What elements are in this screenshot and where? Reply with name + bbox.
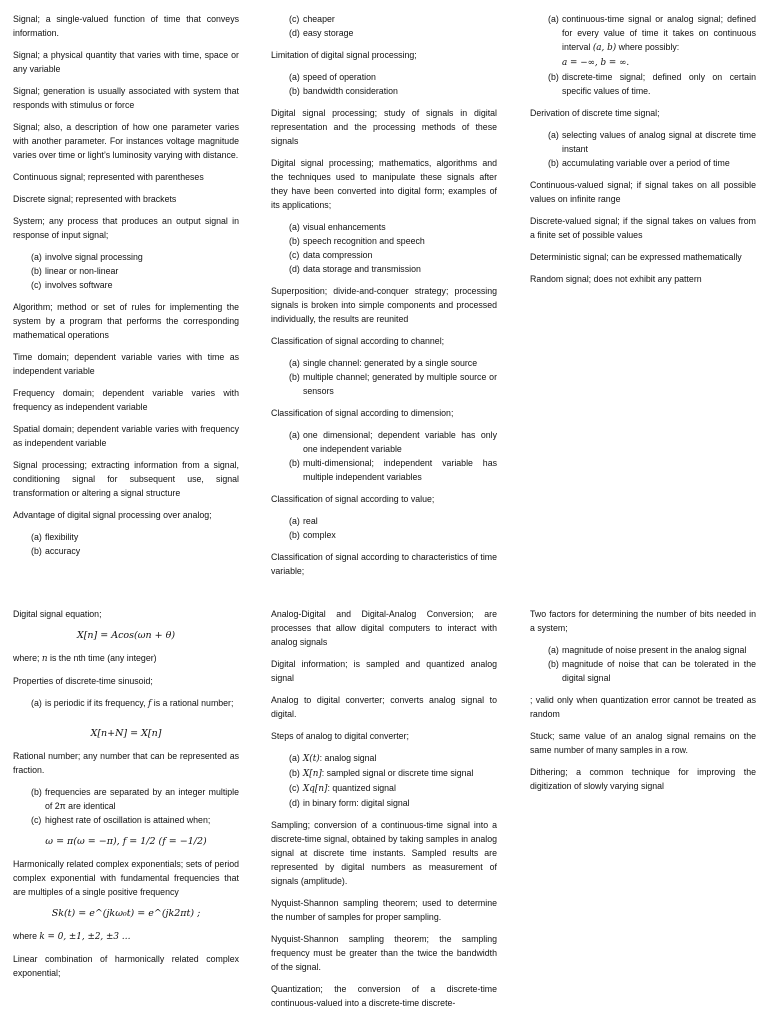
list-text: cheaper (303, 14, 335, 24)
column-bottom-left (13, 607, 239, 988)
paragraph: Two factors for determining the number of bits needed in a system; (530, 609, 756, 633)
paragraph: Deterministic signal; can be expressed mathematically (530, 252, 742, 262)
list-item (271, 370, 497, 398)
list-text: bandwidth consideration (303, 86, 398, 96)
column-top-right (530, 12, 756, 294)
paragraph: Analog to digital converter; converts analog signal to digital. (271, 695, 497, 719)
column-bottom-middle (271, 607, 497, 1018)
list-label: ( a ) (31, 696, 42, 710)
paragraph: Sampling; conversion of a continuous-time signal into a discrete-time signal, obtained by taking samples in analog signal at discrete time instants. Sampled results are represented by digital numbers as measurement of signals (amplitude). (271, 820, 497, 886)
list-label: ( a ) (548, 12, 559, 26)
list-item (271, 428, 497, 456)
equation-oscillation (13, 835, 239, 849)
where-text: is the nth time (any integer) (49, 653, 157, 663)
step-math: X(t) (303, 754, 320, 764)
list-item (530, 12, 756, 70)
paragraph: Dithering; a common technique for improving the digitization of slowly varying signal (530, 767, 756, 791)
paragraph: Spatial domain; dependent variable varies with frequency as independent variable (13, 424, 239, 448)
list-label: ( a ) (289, 514, 300, 528)
paragraph: Classification of signal according to channel; (271, 336, 445, 346)
list-text: in binary form: digital signal (303, 798, 410, 808)
paragraph (13, 929, 239, 944)
list-text: linear or non-linear (45, 266, 119, 276)
list-text: easy storage (303, 28, 354, 38)
paragraph: Linear combination of harmonically related complex exponential; (13, 954, 239, 978)
list-item (271, 220, 497, 234)
paragraph: Random signal; does not exhibit any pattern (530, 274, 702, 284)
where-label: where; (13, 653, 40, 663)
paragraph: Limitation of digital signal processing; (271, 50, 417, 60)
list-item (271, 514, 497, 528)
derivation-list (530, 128, 756, 170)
list-item (271, 356, 497, 370)
list-item (271, 70, 497, 84)
value-list (271, 514, 497, 542)
list-item (271, 262, 497, 276)
column-top-middle (271, 12, 497, 586)
list-label: ( b ) (31, 785, 42, 799)
paragraph: Digital signal processing; mathematics, algorithms and the techniques used to manipulate these signals after they have been converted into digital form; examples of its applications; (271, 158, 497, 210)
list-label: ( a ) (548, 643, 559, 657)
list-label: ( c ) (31, 278, 41, 292)
list-item (271, 456, 497, 484)
list-item (530, 156, 756, 170)
list-item (271, 796, 497, 810)
list-text: is a rational number; (153, 698, 234, 708)
paragraph: Classification of signal according to characteristics of time variable; (271, 552, 497, 576)
var-f: f (148, 699, 152, 709)
list-text: one dimensional; dependent variable has only one independent variable (303, 430, 497, 454)
list-text: accuracy (45, 546, 81, 556)
list-label: ( b ) (289, 84, 300, 98)
list-label: ( b ) (289, 528, 300, 542)
list-text: single channel: generated by a single source (303, 358, 478, 368)
list-text: : quantized signal (327, 783, 396, 793)
property-list-bc (13, 785, 239, 827)
list-item (271, 248, 497, 262)
list-label: ( a ) (289, 428, 300, 442)
limitation-list (271, 70, 497, 98)
paragraph: Digital signal processing; study of signals in digital representation and the processing methods of these signals (271, 108, 497, 146)
paragraph: Signal; also, a description of how one parameter varies with another parameter. For instances voltage magnitude varies over time or light’s luminosity varying with distance. (13, 122, 239, 160)
advantage-list (13, 530, 239, 558)
list-text: complex (303, 530, 336, 540)
list-item (530, 70, 756, 98)
list-label: ( a ) (289, 220, 300, 234)
list-text: data storage and transmission (303, 264, 421, 274)
paragraph: Stuck; same value of an analog signal remains on the same number of many samples in a row. (530, 731, 756, 755)
list-item (530, 643, 756, 657)
list-label: ( a ) (289, 356, 300, 370)
equation-text: X[n+N] = X[n] (90, 728, 162, 739)
list-label: ( d ) (289, 796, 300, 810)
paragraph: Algorithm; method or set of rules for implementing the system by a program that performs the corresponding mathematical operations (13, 302, 239, 340)
step-math: Xq[n] (303, 784, 328, 794)
list-item (530, 657, 756, 685)
list-text: speed of operation (303, 72, 376, 82)
list-label: ( c ) (289, 781, 299, 795)
continued-list (271, 12, 497, 40)
list-label: ( b ) (31, 544, 42, 558)
paragraph (13, 651, 239, 666)
paragraph: Continuous signal; represented with parentheses (13, 172, 204, 182)
list-label: ( b ) (289, 456, 300, 470)
list-text: speech recognition and speech (303, 236, 425, 246)
list-text: : analog signal (319, 753, 377, 763)
paragraph: Discrete signal; represented with brackets (13, 194, 177, 204)
list-item (13, 264, 239, 278)
paragraph: Signal; generation is usually associated with system that responds with stimulus or force (13, 86, 239, 110)
paragraph: Steps of analog to digital converter; (271, 731, 409, 741)
list-item (13, 544, 239, 558)
equation-text: X[n] = Acos(ωn + θ) (76, 630, 176, 641)
list-label: ( b ) (548, 70, 559, 84)
where-label: where (13, 931, 37, 941)
column-top-left (13, 12, 239, 566)
list-text: continuous-time signal or analog signal; defined for every value of time it takes on continuous interval (562, 14, 756, 52)
time-signal-list (530, 12, 756, 98)
list-text: involves software (45, 280, 113, 290)
list-text: multi-dimensional; independent variable has multiple independent variables (303, 458, 497, 482)
list-text: magnitude of noise present in the analog signal (562, 645, 747, 655)
paragraph: Advantage of digital signal processing over analog; (13, 510, 212, 520)
equation-text: ω = π(ω = −π), f = 1/2 (f = −1/2) (45, 836, 207, 847)
list-label: ( d ) (289, 26, 300, 40)
list-text: : sampled signal or discrete time signal (321, 768, 474, 778)
paragraph: Time domain; dependent variable varies with time as independent variable (13, 352, 239, 376)
paragraph: System; any process that produces an output signal in response of input signal; (13, 216, 239, 240)
list-text: frequencies are separated by an integer multiple of 2π are identical (45, 787, 239, 811)
list-item (530, 128, 756, 156)
list-item (271, 528, 497, 542)
paragraph: Digital signal equation; (13, 609, 102, 619)
application-list (271, 220, 497, 276)
list-text: where possibly: (618, 42, 680, 52)
list-item (13, 250, 239, 264)
paragraph: Nyquist-Shannon sampling theorem; the sampling frequency must be greater than the twice the bandwidth of the signal. (271, 934, 497, 972)
paragraph: Signal; a physical quantity that varies with time, space or any variable (13, 50, 239, 74)
list-label: ( a ) (289, 751, 300, 765)
property-list-a (13, 696, 239, 711)
list-item (13, 813, 239, 827)
list-label: ( d ) (289, 262, 300, 276)
k-values: k = 0, ±1, ±2, ±3 … (39, 932, 131, 942)
paragraph: Properties of discrete-time sinusoid; (13, 676, 153, 686)
column-bottom-right (530, 607, 756, 801)
list-label: ( b ) (548, 156, 559, 170)
paragraph: Signal processing; extracting information from a signal, conditioning signal for subsequent use, signal transformation or altering a signal structure (13, 460, 239, 498)
list-text: accumulating variable over a period of time (562, 158, 730, 168)
paragraph: Signal; a single-valued function of time that conveys information. (13, 14, 239, 38)
dimension-list (271, 428, 497, 484)
var-n: n (41, 654, 48, 664)
equation-text: Sk(t) = e^(jkω₀t) = e^(jk2πt) ; (51, 908, 201, 919)
step-math: X[n] (303, 769, 322, 779)
list-label: ( b ) (289, 370, 300, 384)
list-text: visual enhancements (303, 222, 386, 232)
list-label: ( c ) (289, 12, 299, 26)
list-label: ( b ) (31, 264, 42, 278)
paragraph: Analog-Digital and Digital-Analog Conversion; are processes that allow digital computers to interact with analog signals (271, 609, 497, 647)
list-text: real (303, 516, 318, 526)
paragraph: Frequency domain; dependent variable varies with frequency as independent variable (13, 388, 239, 412)
paragraph: Quantization; the conversion of a discrete-time continuous-valued into a discrete-time discrete- (271, 984, 497, 1008)
paragraph: Digital information; is sampled and quantized analog signal (271, 659, 497, 683)
list-item (271, 751, 497, 766)
limit-math: a = −∞, b = ∞. (562, 58, 630, 68)
list-item (271, 84, 497, 98)
paragraph: Nyquist-Shannon sampling theorem; used to determine the number of samples for proper sampling. (271, 898, 497, 922)
equation-periodic (13, 727, 239, 741)
list-text: involve signal processing (45, 252, 143, 262)
list-label: ( b ) (289, 766, 300, 780)
adc-steps-list (271, 751, 497, 810)
paragraph: Classification of signal according to value; (271, 494, 435, 504)
list-label: ( b ) (289, 234, 300, 248)
list-item (13, 785, 239, 813)
list-label: ( a ) (548, 128, 559, 142)
channel-list (271, 356, 497, 398)
paragraph: Continuous-valued signal; if signal takes on all possible values on infinite range (530, 180, 756, 204)
list-label: ( a ) (31, 250, 42, 264)
list-text: is periodic if its frequency, (45, 698, 146, 708)
paragraph: ; valid only when quantization error cannot be treated as random (530, 695, 756, 719)
list-text: multiple channel; generated by multiple source or sensors (303, 372, 497, 396)
list-label: ( a ) (289, 70, 300, 84)
list-text: flexibility (45, 532, 79, 542)
paragraph: Derivation of discrete time signal; (530, 108, 660, 118)
paragraph: Superposition; divide-and-conquer strategy; processing signals is broken into simple components and processed individually, the results are reunited (271, 286, 497, 324)
list-item (13, 278, 239, 292)
paragraph: Classification of signal according to dimension; (271, 408, 454, 418)
list-item (271, 12, 497, 26)
list-label: ( a ) (31, 530, 42, 544)
list-item (13, 530, 239, 544)
list-text: discrete-time signal; defined only on certain specific values of time. (562, 72, 756, 96)
list-label: ( b ) (548, 657, 559, 671)
list-text: selecting values of analog signal at discrete time instant (562, 130, 756, 154)
list-text: highest rate of oscillation is attained when; (45, 815, 211, 825)
paragraph: Discrete-valued signal; if the signal takes on values from a finite set of possible values (530, 216, 756, 240)
list-item (13, 696, 239, 711)
list-item (271, 26, 497, 40)
list-text: data compression (303, 250, 373, 260)
factors-list (530, 643, 756, 685)
list-item (271, 781, 497, 796)
list-item (271, 766, 497, 781)
paragraph: Rational number; any number that can be represented as fraction. (13, 751, 239, 775)
equation-harmonic (13, 907, 239, 921)
equation-signal (13, 629, 239, 643)
list-text: magnitude of noise that can be tolerated in the digital signal (562, 659, 756, 683)
paragraph: Harmonically related complex exponentials; sets of period complex exponential with fundamental frequencies that are multiples of a single positive frequency (13, 859, 239, 897)
system-list (13, 250, 239, 292)
interval-math: (a, b) (592, 43, 617, 53)
list-item (271, 234, 497, 248)
list-label: ( c ) (31, 813, 41, 827)
list-label: ( c ) (289, 248, 299, 262)
